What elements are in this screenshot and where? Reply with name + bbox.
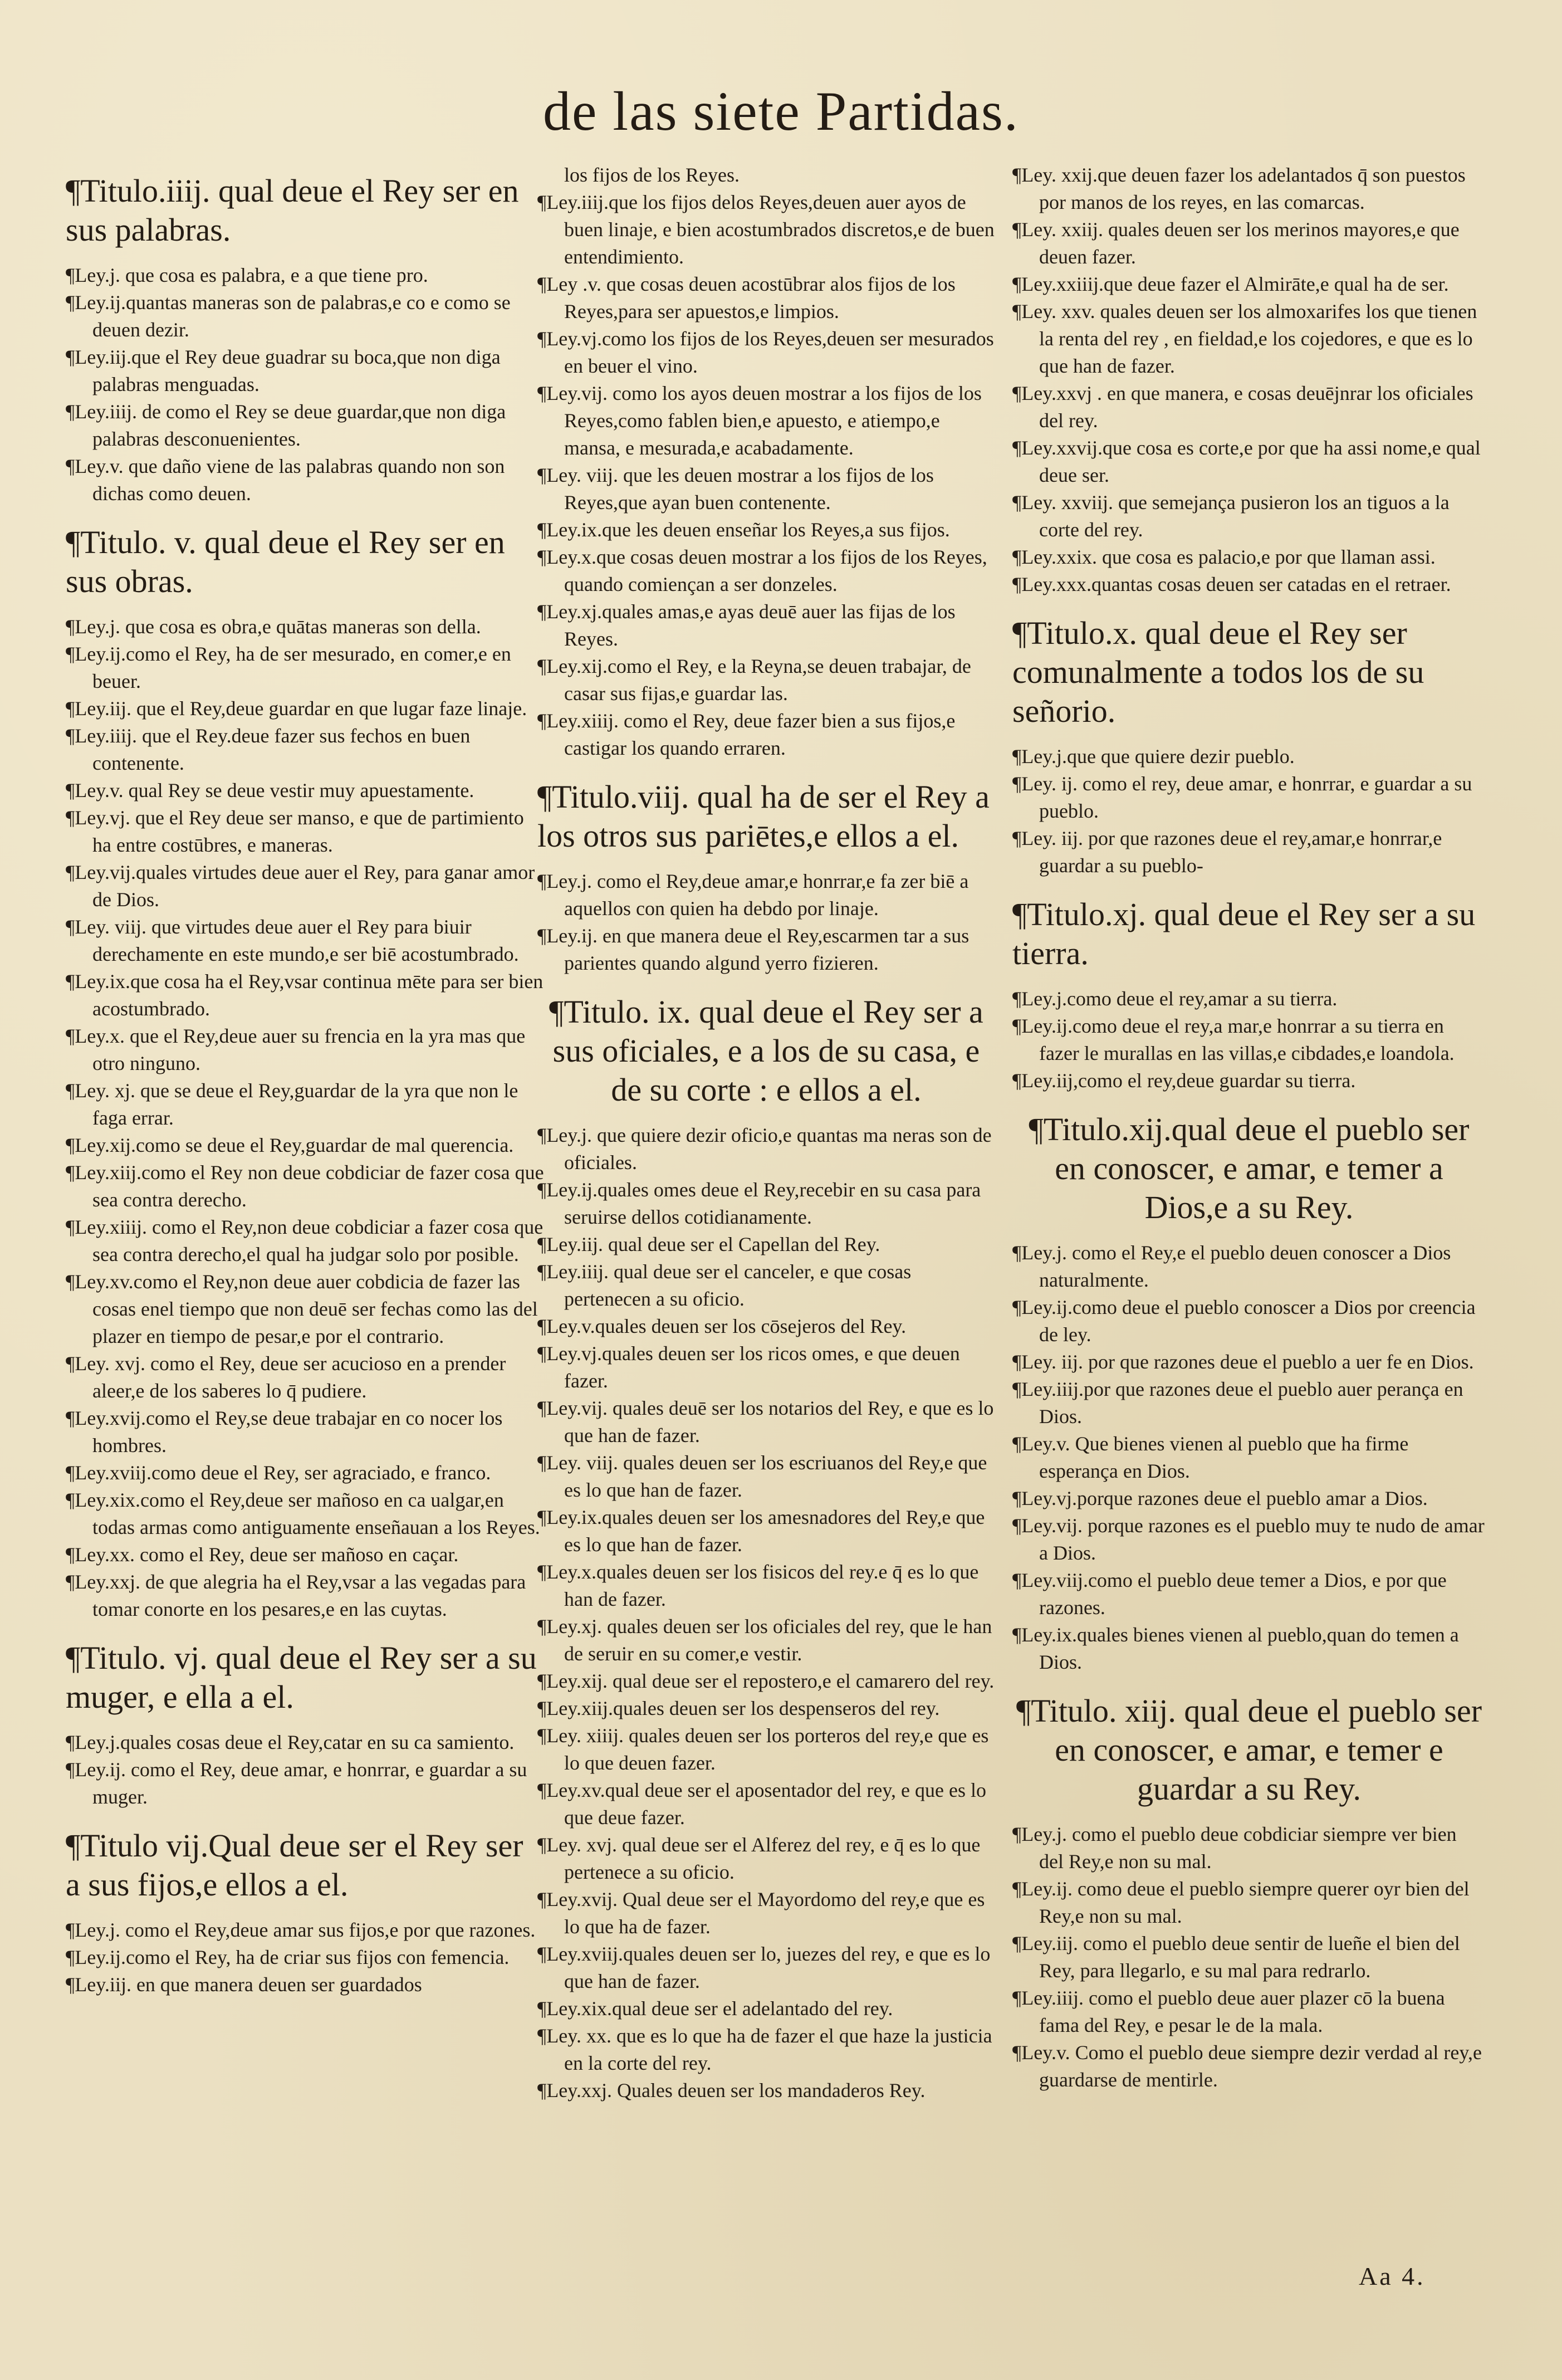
ley-entry: ¶Ley. viij. que virtudes deue auer el Rey para biuir derechamente en este mundo,e ser biē acostumbrado. xyxy=(66,916,519,965)
ley-entry: ¶Ley.v. Que bienes vienen al pueblo que ha firme esperança en Dios. xyxy=(1012,1433,1409,1482)
ley-entry: ¶Ley.viij.como el pueblo deue temer a Dios, e por que razones. xyxy=(1012,1569,1447,1619)
ley-entry: ¶Ley.xxiiij.que deue fazer el Almirāte,e qual ha de ser. xyxy=(1012,273,1449,295)
ley-entry: ¶Ley.ij. como el Rey, deue amar, e honrrar, e guardar a su muger. xyxy=(66,1758,527,1808)
ley-entry: ¶Ley.iij. en que manera deuen ser guardados xyxy=(66,1973,422,1996)
ley-entry: ¶Ley. xiiij. quales deuen ser los porteros del rey,e que es lo que deuen fazer. xyxy=(537,1724,989,1774)
column-right xyxy=(1012,162,1486,2094)
ley-entry: ¶Ley.xx. como el Rey, deue ser mañoso en caçar. xyxy=(66,1543,459,1566)
ley-entry: ¶Ley.xj.quales amas,e ayas deuē auer las fijas de los Reyes. xyxy=(537,600,956,650)
ley-entry: ¶Ley.j.como deue el rey,amar a su tierra. xyxy=(1012,988,1338,1010)
ley-entry: ¶Ley.iiij. qual deue ser el canceler, e que cosas pertenecen a su oficio. xyxy=(537,1260,912,1310)
ley-entry: ¶Ley.v.quales deuen ser los cōsejeros del Rey. xyxy=(537,1315,907,1337)
ley-entry: ¶Ley.xix.qual deue ser el adelantado del rey. xyxy=(537,1997,893,2020)
ley-entry: ¶Ley.ij.como el Rey, ha de criar sus fijos con femencia. xyxy=(66,1946,510,1968)
ley-entry: ¶Ley.iij,como el rey,deue guardar su tierra. xyxy=(1012,1069,1356,1092)
ley-entry: ¶Ley.vj. que el Rey deue ser manso, e que de partimiento ha entre costūbres, e maneras. xyxy=(66,807,524,856)
ley-entry: ¶Ley. iij. por que razones deue el rey,amar,e honrrar,e guardar a su pueblo- xyxy=(1012,827,1442,877)
ley-entry: ¶Ley.iiij. que el Rey.deue fazer sus fechos en buen contenente. xyxy=(66,725,471,774)
ley-entry: ¶Ley.xiij.como el Rey non deue cobdiciar de fazer cosa que sea contra derecho. xyxy=(66,1161,544,1211)
ley-entry: ¶Ley.j. como el pueblo deue cobdiciar siempre ver bien del Rey,e non su mal. xyxy=(1012,1823,1457,1873)
ley-entry: ¶Ley. xxviij. que semejança pusieron los an tiguos a la corte del rey. xyxy=(1012,491,1450,541)
ley-entry: ¶Ley.j. que cosa es obra,e quātas maneras son della. xyxy=(66,615,481,638)
ley-entry: ¶Ley.ij. como deue el pueblo siempre querer oyr bien del Rey,e non su mal. xyxy=(1012,1878,1470,1927)
ley-entry: ¶Ley.iij. qual deue ser el Capellan del Rey. xyxy=(537,1233,880,1255)
ley-entry: ¶Ley.xiiij. como el Rey,non deue cobdiciar a fazer cosa que sea contra derecho,el qual ha judgar solo por posible. xyxy=(66,1216,543,1265)
ley-entry: ¶Ley.v. qual Rey se deue vestir muy apuestamente. xyxy=(66,779,474,802)
ley-entry: ¶Ley.xviij.como deue el Rey, ser agraciado, e franco. xyxy=(66,1462,491,1484)
signature-mark: Aa 4. xyxy=(1359,2262,1426,2290)
ley-entry: ¶Ley.xv.qual deue ser el aposentador del rey, e que es lo que deue fazer. xyxy=(537,1779,986,1829)
ley-entry: ¶Ley.ij. en que manera deue el Rey,escarmen tar a sus parientes quando algund yerro fizieren. xyxy=(537,925,969,974)
ley-entry: ¶Ley.ix.que cosa ha el Rey,vsar continua mēte para ser bien acostumbrado. xyxy=(66,970,543,1020)
ley-entry: ¶Ley.iiij.por que razones deue el pueblo auer perança en Dios. xyxy=(1012,1378,1463,1428)
titulo-heading: ¶Titulo.x. qual deue el Rey ser comunalmente a todos los de su señorio. xyxy=(1012,615,1424,729)
ley-entry: ¶Ley.xxx.quantas cosas deuen ser catadas en el retraer. xyxy=(1012,573,1451,595)
ley-entry: ¶Ley. xx. que es lo que ha de fazer el que haze la justicia en la corte del rey. xyxy=(537,2025,992,2074)
titulo-heading: ¶Titulo. vj. qual deue el Rey ser a su muger, e ella a el. xyxy=(66,1640,537,1715)
ley-entry: ¶Ley.xvij.como el Rey,se deue trabajar en co nocer los hombres. xyxy=(66,1407,503,1457)
ley-entry: ¶Ley .v. que cosas deuen acostūbrar alos fijos de los Reyes,para ser apuestos,e limpios. xyxy=(537,273,956,322)
titulo-heading: ¶Titulo.xj. qual deue el Rey ser a su tierra. xyxy=(1012,896,1476,971)
titulo-heading: ¶Titulo. xiij. qual deue el pueblo ser en conoscer, e amar, e temer e guardar a su Rey. xyxy=(1016,1693,1482,1807)
ley-entry: ¶Ley.j.que que quiere dezir pueblo. xyxy=(1012,745,1295,768)
ley-entry: ¶Ley.xv.como el Rey,non deue auer cobdicia de fazer las cosas enel tiempo que non deuē ser fechas como las del plazer en tiempo de pesar,e por el contrario. xyxy=(66,1270,538,1347)
ley-entry: ¶Ley.j. que quiere dezir oficio,e quantas ma neras son de oficiales. xyxy=(537,1124,992,1174)
ley-entry: ¶Ley.x.quales deuen ser los fisicos del rey.e q̄ es lo que han de fazer. xyxy=(537,1561,979,1610)
ley-entry: ¶Ley.vij. quales deuē ser los notarios del Rey, e que es lo que han de fazer. xyxy=(537,1397,994,1446)
ley-entry: ¶Ley. xj. que se deue el Rey,guardar de la yra que non le faga errar. xyxy=(66,1079,518,1129)
ley-entry: ¶Ley.vij. porque razones es el pueblo muy te nudo de amar a Dios. xyxy=(1012,1514,1485,1564)
ley-entry: ¶Ley.ij.como deue el pueblo conoscer a Dios por creencia de ley. xyxy=(1012,1296,1476,1346)
ley-entry: ¶Ley.x.que cosas deuen mostrar a los fijos de los Reyes, quando comiençan a ser donzeles. xyxy=(537,546,987,595)
ley-entry: ¶Ley.xxvj . en que manera, e cosas deuējnrar los oficiales del rey. xyxy=(1012,382,1473,432)
ley-entry: ¶Ley.ij.como el Rey, ha de ser mesurado, en comer,e en beuer. xyxy=(66,643,511,692)
ley-entry: ¶Ley.vij.quales virtudes deue auer el Rey, para ganar amor de Dios. xyxy=(66,861,535,911)
ley-entry: ¶Ley.xiiij. como el Rey, deue fazer bien a sus fijos,e castigar los quando erraren. xyxy=(537,710,956,759)
ley-entry: ¶Ley. viij. que les deuen mostrar a los fijos de los Reyes,que ayan buen contenente. xyxy=(537,464,934,514)
ley-entry: ¶Ley.xviij.quales deuen ser lo, juezes del rey, e que es lo que han de fazer. xyxy=(537,1943,991,1992)
ley-entry: ¶Ley.xxix. que cosa es palacio,e por que llaman assi. xyxy=(1012,546,1436,568)
ley-entry: ¶Ley. xxij.que deuen fazer los adelantados q̄ son puestos por manos de los reyes, en las comarcas. xyxy=(1012,164,1466,213)
ley-entry: ¶Ley.ij.quantas maneras son de palabras,e co e como se deuen dezir. xyxy=(66,291,511,341)
ley-entry: ¶Ley.iiij. como el pueblo deue auer plazer cō la buena fama del Rey, e pesar le de la mala. xyxy=(1012,1987,1445,2036)
ley-entry: ¶Ley.vij. como los ayos deuen mostrar a los fijos de los Reyes,como fablen bien,e apuesto, e atiempo,e mansa, e mesurada,e acabadamente. xyxy=(537,382,982,459)
ley-entry: ¶Ley.xxj. Quales deuen ser los mandaderos Rey. xyxy=(537,2079,926,2102)
ley-entry: ¶Ley.vj.como los fijos de los Reyes,deuen ser mesurados en beuer el vino. xyxy=(537,328,994,377)
ley-entry: ¶Ley. iij. por que razones deue el pueblo a uer fe en Dios. xyxy=(1012,1351,1474,1373)
ley-entry: ¶Ley.j.quales cosas deue el Rey,catar en su ca samiento. xyxy=(66,1731,515,1753)
ley-entry: ¶Ley.j. como el Rey,deue amar,e honrrar,e fa zer biē a aquellos con quien ha debdo por linaje. xyxy=(537,870,969,920)
titulo-heading: ¶Titulo.iiij. qual deue el Rey ser en sus palabras. xyxy=(66,173,519,248)
ley-entry: ¶Ley.xix.como el Rey,deue ser mañoso en ca ualgar,en todas armas como antiguamente enseñauan a los Reyes. xyxy=(66,1489,540,1538)
ley-entry: ¶Ley.iij. que el Rey,deue guardar en que lugar faze linaje. xyxy=(66,697,527,720)
ley-entry: ¶Ley. viij. quales deuen ser los escriuanos del Rey,e que es lo que han de fazer. xyxy=(537,1452,987,1501)
ley-entry: ¶Ley.j. como el Rey,e el pueblo deuen conoscer a Dios naturalmente. xyxy=(1012,1242,1451,1291)
running-header: de las siete Partidas. xyxy=(543,80,1019,142)
ley-entry: ¶Ley.v. Como el pueblo deue siempre dezir verdad al rey,e guardarse de mentirle. xyxy=(1012,2041,1482,2091)
ley-entry: ¶Ley. xxv. quales deuen ser los almoxarifes los que tienen la renta del rey , en fieldad,e los cojedores, e que es lo que han de fazer. xyxy=(1012,300,1477,377)
titulo-heading: ¶Titulo. v. qual deue el Rey ser en sus obras. xyxy=(66,524,505,599)
ley-entry: ¶Ley.xxvij.que cosa es corte,e por que ha assi nome,e qual deue ser. xyxy=(1012,437,1481,486)
ley-entry: ¶Ley.ix.quales deuen ser los amesnadores del Rey,e que es lo que han de fazer. xyxy=(537,1506,985,1556)
ley-entry: ¶Ley.ix.quales bienes vienen al pueblo,quan do temen a Dios. xyxy=(1012,1624,1459,1673)
ley-entry: ¶Ley.iiij. de como el Rey se deue guardar,que non diga palabras desconuenientes. xyxy=(66,400,506,450)
ley-entry: ¶Ley.ij.quales omes deue el Rey,recebir en su casa para seruirse dellos cotidianamente. xyxy=(537,1179,981,1228)
ley-entry: ¶Ley.xxj. de que alegria ha el Rey,vsar a las vegadas para tomar conorte en los pesares,e en las cuytas. xyxy=(66,1571,526,1620)
titulo-heading: ¶Titulo. ix. qual deue el Rey ser a sus oficiales, e a los de su casa, e de su corte : e ellos a el. xyxy=(549,994,983,1108)
ley-entry: ¶Ley. xvj. como el Rey, deue ser acucioso en a prender aleer,e de los saberes lo q̄ pudiere. xyxy=(66,1352,506,1402)
ley-entry: ¶Ley.xiij.quales deuen ser los despenseros del rey. xyxy=(537,1697,940,1719)
ley-entry: ¶Ley.vj.porque razones deue el pueblo amar a Dios. xyxy=(1012,1487,1428,1509)
ley-entry: ¶Ley.vj.quales deuen ser los ricos omes, e que deuen fazer. xyxy=(537,1342,960,1392)
titulo-heading: ¶Titulo.viij. qual ha de ser el Rey a los otros sus pariētes,e ellos a el. xyxy=(537,779,990,854)
column-left xyxy=(66,162,545,1998)
ley-entry: ¶Ley.iij.que el Rey deue guadrar su boca,que non diga palabras menguadas. xyxy=(66,346,501,395)
titulo-heading: ¶Titulo vij.Qual deue ser el Rey ser a sus fijos,e ellos a el. xyxy=(66,1827,523,1903)
ley-entry: ¶Ley.j. como el Rey,deue amar sus fijos,e por que razones. xyxy=(66,1919,536,1941)
ley-entry: ¶Ley.xij. qual deue ser el repostero,e el camarero del rey. xyxy=(537,1670,995,1692)
ley-entry: ¶Ley. xvj. qual deue ser el Alferez del rey, e q̄ es lo que pertenece a su oficio. xyxy=(537,1834,981,1883)
ley-entry: ¶Ley.j. que cosa es palabra, e a que tiene pro. xyxy=(66,264,428,286)
ley-entry: ¶Ley.xvij. Qual deue ser el Mayordomo del rey,e que es lo que ha de fazer. xyxy=(537,1888,985,1938)
ley-entry: ¶Ley.iiij.que los fijos delos Reyes,deuen auer ayos de buen linaje, e bien acostumbrados discretos,e de buen entendimiento. xyxy=(537,191,995,268)
ley-entry: ¶Ley.ij.como deue el rey,a mar,e honrrar a su tierra en fazer le murallas en las villas,e cibdades,e loandola. xyxy=(1012,1015,1455,1064)
ley-entry: ¶Ley.xj. quales deuen ser los oficiales del rey, que le han de seruir en su comer,e vestir. xyxy=(537,1615,992,1665)
ley-entry: ¶Ley.x. que el Rey,deue auer su frencia en la yra mas que otro ninguno. xyxy=(66,1025,526,1074)
ley-entry: ¶Ley. ij. como el rey, deue amar, e honrrar, e guardar a su pueblo. xyxy=(1012,773,1472,822)
ley-entry: ¶Ley.xij.como se deue el Rey,guardar de mal querencia. xyxy=(66,1134,514,1156)
ley-continuation: los fijos de los Reyes. xyxy=(564,164,740,186)
ley-entry: ¶Ley.ix.que les deuen enseñar los Reyes,a sus fijos. xyxy=(537,519,950,541)
ley-entry: ¶Ley.v. que daño viene de las palabras quando non son dichas como deuen. xyxy=(66,455,505,505)
ley-entry: ¶Ley.xij.como el Rey, e la Reyna,se deuen trabajar, de casar sus fijas,e guardar las. xyxy=(537,655,971,705)
ley-entry: ¶Ley. xxiij. quales deuen ser los merinos mayores,e que deuen fazer. xyxy=(1012,218,1460,268)
column-middle xyxy=(537,162,995,2104)
ley-entry: ¶Ley.iij. como el pueblo deue sentir de lueñe el bien del Rey, para llegarlo, e su mal para redrarlo. xyxy=(1012,1932,1460,1982)
titulo-heading: ¶Titulo.xij.qual deue el pueblo ser en conoscer, e amar, e temer a Dios,e a su Rey. xyxy=(1029,1111,1470,1225)
